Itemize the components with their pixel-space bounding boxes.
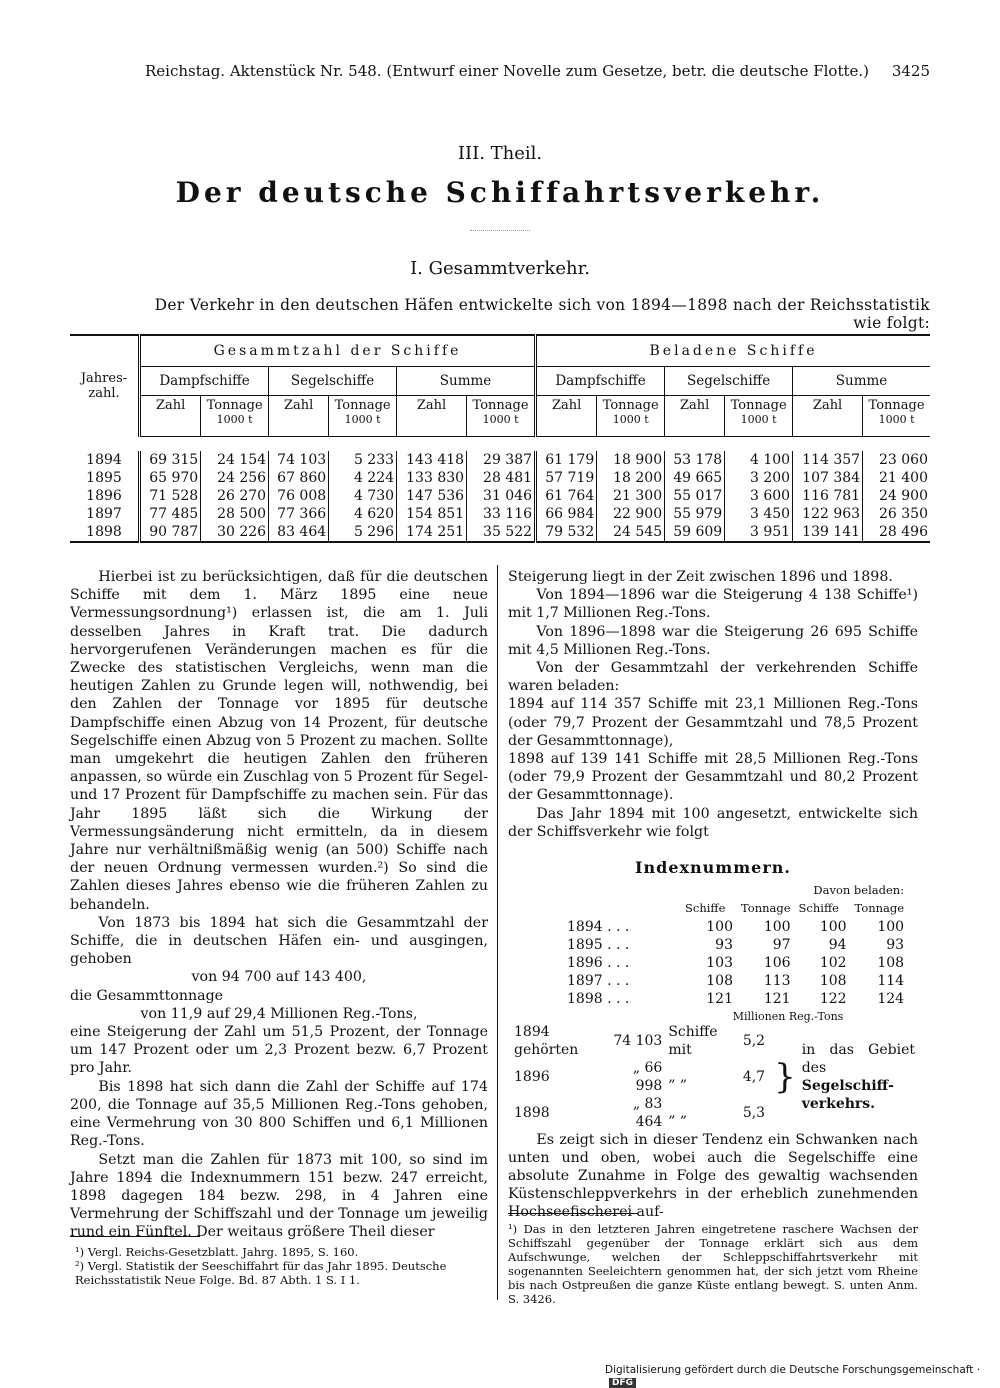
index-cell: 100 <box>706 918 733 935</box>
intro-text: Der Verkehr in den deutschen Häfen entwickelte sich von 1894—1898 nach der Reichsstatistik wie folgt: <box>154 296 930 332</box>
page-header <box>145 62 930 80</box>
index-cell: 122 <box>819 991 847 1008</box>
index-cell: 103 <box>706 955 733 972</box>
table-cell: 74 103 <box>269 451 329 469</box>
table-cell: 23 060 <box>863 451 930 469</box>
part-title: III. Theil. <box>457 143 543 164</box>
unit-label: 1000 t <box>740 413 777 426</box>
table-cell: 174 251 <box>397 523 467 542</box>
paragraph: Das Jahr 1894 mit 100 angesetzt, entwickelte sich der Schiffsverkehr wie folgt <box>508 805 918 840</box>
table-cell: 107 384 <box>793 469 863 487</box>
table-cell: 65 970 <box>140 469 201 487</box>
table-cell: 53 178 <box>665 451 725 469</box>
tonnage-label: Tonnage <box>730 398 787 413</box>
table-cell: 24 545 <box>597 523 665 542</box>
table-cell: 24 154 <box>201 451 269 469</box>
table-cell: 5 296 <box>329 523 397 542</box>
index-cell: 108 <box>819 973 847 990</box>
table-cell: 3 450 <box>725 505 793 523</box>
millions-label: Millionen Reg.-Tons <box>732 1009 844 1023</box>
table-row <box>70 469 930 487</box>
table-cell: 61 179 <box>536 451 597 469</box>
table-cell: 29 387 <box>467 451 536 469</box>
index-table <box>563 881 908 1008</box>
footnote: ²) Vergl. Statistik der Seeschiffahrt für das Jahr 1895. Deutsche Reichsstatistik Neue Folge. Bd. 87 Abth. 1 S. I 1. <box>75 1259 447 1287</box>
table-cell: 35 522 <box>467 523 536 542</box>
table-cell: 4 620 <box>329 505 397 523</box>
year-cell: 1896 <box>86 488 122 504</box>
index-cell: 102 <box>819 955 847 972</box>
table-cell: 3 951 <box>725 523 793 542</box>
paragraph: Von 1894—1896 war die Steigerung 4 138 Schiffe¹) mit 1,7 Millionen Reg.-Tons. <box>508 587 918 622</box>
paragraph: eine Steigerung der Zahl um 51,5 Prozent, der Tonnage um 147 Prozent oder um 2,3 Prozent bezw. 6,7 Prozent pro Jahr. <box>70 1024 488 1077</box>
index-cell: 124 <box>877 991 905 1008</box>
segel-row <box>511 1023 768 1059</box>
column-header-tonnage <box>863 396 930 437</box>
table-cell: 26 350 <box>863 505 930 523</box>
segel-cell: 5,2 <box>742 1032 766 1049</box>
table-cell: 133 830 <box>397 469 467 487</box>
segel-note: Segelschiff- <box>801 1077 894 1094</box>
table-cell: 143 418 <box>397 451 467 469</box>
segel-block <box>508 1011 918 1131</box>
segel-note: verkehrs. <box>801 1095 876 1112</box>
column-header-tonnage <box>725 396 793 437</box>
column-header-zahl: Zahl <box>665 396 725 437</box>
paragraph: Es zeigt sich in dieser Tendenz ein Schwanken nach unten und oben, wobei auch die Segelschiffe eine absolute Zunahme in Folge des gewaltig wachsenden Küstenschleppverkehrs in der erheblich zunehmenden Hochseefischerei auf- <box>508 1131 918 1221</box>
sub-header: Segelschiffe <box>665 367 793 396</box>
table-cell: 55 979 <box>665 505 725 523</box>
footnotes-left <box>75 1245 488 1287</box>
paragraph: Hierbei ist zu berücksichtigen, daß für die deutschen Schiffe mit dem 1. März 1895 eine neue Vermessungsordnung¹) erlassen ist, die am 1. Juli desselben Jahres in Kraft trat. Die dadurch hervorgerufenen Veränderungen machen es für die Zwecke des statistischen Vergleichs, wenn man die heutigen Zahlen zu Grunde legen will, nothwendig, bei den Zahlen der Tonnage vor 1895 für deutsche Dampfschiffe einen Abzug von 14 Prozent, für deutsche Segelschiffe einen Abzug von 5 Prozent zu machen. Sollte man umgekehrt die heutigen Zahlen den früheren anpassen, so würde ein Zuschlag von 5 Prozent für Segel- und 17 Prozent für Dampfschiffe zu machen sein. Für das Jahr 1895 läßt sich die Wirkung der Vermessungsänderung nicht ermitteln, da in diesem Jahre nur verhältnißmäßig wenig (an 500) Schiffe nach der neuen Ordnung vermessen wurden.²) So sind die Zahlen dieses Jahres ebenso wie die früheren Zahlen zu behandeln. <box>70 569 488 913</box>
segel-cell: Schiffe mit <box>668 1023 718 1058</box>
index-cell: 108 <box>706 973 733 990</box>
index-cell: 100 <box>819 918 847 935</box>
sub-header: Summe <box>793 367 930 396</box>
segel-cell: 5,3 <box>742 1104 766 1121</box>
paragraph: Von der Gesammtzahl der verkehrenden Schiffe waren beladen: <box>508 660 918 695</box>
table-row <box>70 523 930 542</box>
table-row <box>70 487 930 505</box>
column-header-zahl: Zahl <box>140 396 201 437</box>
unit-label: 1000 t <box>482 413 519 426</box>
table-cell: 24 256 <box>201 469 269 487</box>
main-title: Der deutsche Schiffahrtsverkehr. <box>175 176 825 209</box>
index-title: Indexnummern. <box>635 858 791 878</box>
table-cell: 28 481 <box>467 469 536 487</box>
footnote-rule <box>508 1213 638 1214</box>
table-cell: 77 485 <box>140 505 201 523</box>
brace-glyph: } <box>774 1056 796 1097</box>
table-cell: 55 017 <box>665 487 725 505</box>
index-cell: 121 <box>706 991 733 1008</box>
segel-cell: „ 66 998 <box>632 1059 663 1094</box>
index-cell: 121 <box>763 991 791 1008</box>
index-year: 1896 . . . <box>567 955 630 972</box>
tonnage-label: Tonnage <box>602 398 659 413</box>
paragraph: 1894 auf 114 357 Schiffe mit 23,1 Millionen Reg.-Tons (oder 79,7 Prozent der Gesammtzahl und 78,5 Prozent der Gesammttonnage), <box>508 696 918 749</box>
index-cell: 113 <box>763 973 791 990</box>
index-year: 1894 . . . <box>567 918 630 935</box>
unit-label: 1000 t <box>878 413 915 426</box>
table-cell: 139 141 <box>793 523 863 542</box>
table-cell: 18 200 <box>597 469 665 487</box>
sub-header: Summe <box>397 367 536 396</box>
table-cell: 90 787 <box>140 523 201 542</box>
index-cell: 93 <box>715 936 733 953</box>
index-cell: 94 <box>828 936 847 953</box>
table-cell: 28 500 <box>201 505 269 523</box>
group-header-total: Gesammtzahl der Schiffe <box>140 335 536 367</box>
footnotes-right <box>508 1222 918 1306</box>
table-cell: 4 224 <box>329 469 397 487</box>
index-cell: 106 <box>763 955 791 972</box>
table-cell: 3 200 <box>725 469 793 487</box>
segel-row <box>511 1095 768 1131</box>
column-header-tonnage <box>201 396 269 437</box>
index-cell: 100 <box>877 918 905 935</box>
table-cell: 83 464 <box>269 523 329 542</box>
index-column-header: Tonnage <box>854 901 905 916</box>
tonnage-label: Tonnage <box>334 398 391 413</box>
column-header-tonnage <box>329 396 397 437</box>
segel-note: in das Gebiet des <box>801 1041 915 1076</box>
left-column <box>70 568 488 1242</box>
column-header-tonnage <box>597 396 665 437</box>
table-cell: 18 900 <box>597 451 665 469</box>
table-cell: 21 400 <box>863 469 930 487</box>
table-cell: 22 900 <box>597 505 665 523</box>
paragraph: Setzt man die Zahlen für 1873 mit 100, so sind im Jahre 1894 die Indexnummern 151 bezw. 247 erreicht, 1898 dagegen 184 bezw. 298, in 4 Jahren eine Vermehrung der Schiffszahl und der Tonnage um jeweilig rund ein Fünftel. Der weitaus größere Theil dieser <box>70 1151 488 1241</box>
footnote: ¹) Das in den letzteren Jahren eingetretene raschere Wachsen der Schiffszahl gegenüber der Tonnage erklärt sich aus dem Aufschwunge, welchen der Schleppschiffahrtsverkehr mit sogenannten Seeleichtern genommen hat, der sich jetzt vom Rheine bis nach Ostpreußen die ganze Küste entlang bewegt. S. unten Anm. S. 3426. <box>508 1222 918 1306</box>
table-cell: 26 270 <box>201 487 269 505</box>
table-cell: 116 781 <box>793 487 863 505</box>
unit-label: 1000 t <box>612 413 649 426</box>
index-row <box>563 918 908 936</box>
year-cell: 1897 <box>86 506 122 522</box>
page-number: 3425 <box>891 62 930 80</box>
segel-row <box>511 1059 768 1095</box>
table-cell: 28 496 <box>863 523 930 542</box>
table-cell: 114 357 <box>793 451 863 469</box>
paragraph: Von 1873 bis 1894 hat sich die Gesammtzahl der Schiffe, die in deutschen Häfen ein- und ausgingen, gehoben <box>70 914 488 968</box>
tonnage-label: Tonnage <box>868 398 925 413</box>
year-column-header: Jahres-zahl. <box>80 371 128 402</box>
paragraph: Bis 1898 hat sich dann die Zahl der Schiffe auf 174 200, die Tonnage auf 35,5 Millionen Reg.-Tons gehoben, eine Vermehrung von 30 800 Schiffen und 6,1 Millionen Reg.-Tons. <box>70 1078 488 1150</box>
segel-cell: 1894 gehörten <box>514 1023 579 1058</box>
index-year: 1895 . . . <box>567 936 630 953</box>
sub-header: Segelschiffe <box>269 367 397 396</box>
segel-cell: 1896 <box>514 1068 550 1085</box>
table-cell: 30 226 <box>201 523 269 542</box>
tonnage-label: Tonnage <box>206 398 263 413</box>
paragraph: Steigerung liegt in der Zeit zwischen 1896 und 1898. <box>508 569 893 585</box>
index-year: 1897 . . . <box>567 973 630 990</box>
index-row <box>563 990 908 1008</box>
traffic-table <box>70 334 930 543</box>
table-cell: 4 730 <box>329 487 397 505</box>
paragraph: Von 1896—1898 war die Steigerung 26 695 Schiffe mit 4,5 Millionen Reg.-Tons. <box>508 623 918 658</box>
column-header-zahl: Zahl <box>536 396 597 437</box>
index-cell: 108 <box>877 955 905 972</box>
table-cell: 33 116 <box>467 505 536 523</box>
unit-label: 1000 t <box>344 413 381 426</box>
table-cell: 79 532 <box>536 523 597 542</box>
table-cell: 61 764 <box>536 487 597 505</box>
index-row <box>563 936 908 954</box>
dfg-logo: DFG <box>609 1378 636 1388</box>
header-title: Reichstag. Aktenstück Nr. 548. (Entwurf einer Novelle zum Gesetze, betr. die deutsche Flotte.) <box>145 62 869 80</box>
paragraph: von 11,9 auf 29,4 Millionen Reg.-Tons, <box>140 1005 418 1022</box>
segel-cell: 74 103 <box>613 1032 663 1049</box>
year-cell: 1894 <box>86 452 122 468</box>
table-cell: 57 719 <box>536 469 597 487</box>
table-cell: 69 315 <box>140 451 201 469</box>
table-cell: 122 963 <box>793 505 863 523</box>
column-divider <box>497 565 498 1300</box>
index-row <box>563 954 908 972</box>
segel-cell: „ 83 464 <box>632 1095 663 1130</box>
footnote: ¹) Vergl. Reichs-Gesetzblatt. Jahrg. 1895, S. 160. <box>75 1245 359 1259</box>
index-cell: 97 <box>772 936 791 953</box>
right-column <box>508 568 918 1222</box>
sub-header: Dampfschiffe <box>140 367 269 396</box>
section-title: I. Gesammtverkehr. <box>410 258 590 279</box>
index-cell: 100 <box>763 918 791 935</box>
table-row <box>70 451 930 469</box>
table-cell: 147 536 <box>397 487 467 505</box>
index-cell: 93 <box>886 936 905 953</box>
index-cell: 114 <box>877 973 905 990</box>
column-header-zahl: Zahl <box>397 396 467 437</box>
tonnage-label: Tonnage <box>472 398 529 413</box>
segel-cell: „ „ <box>668 1104 688 1121</box>
index-column-header: Schiffe <box>685 901 726 916</box>
segel-cell: „ „ <box>668 1068 688 1085</box>
table-cell: 24 900 <box>863 487 930 505</box>
sub-header: Dampfschiffe <box>536 367 665 396</box>
ornament-divider <box>470 230 530 231</box>
segel-cell: 1898 <box>514 1104 550 1121</box>
table-cell: 154 851 <box>397 505 467 523</box>
table-cell: 21 300 <box>597 487 665 505</box>
column-header-zahl: Zahl <box>269 396 329 437</box>
digitization-footer <box>605 1364 1000 1388</box>
footer-text: Digitalisierung gefördert durch die Deutsche Forschungsgemeinschaft · <box>605 1364 981 1376</box>
table-cell: 49 665 <box>665 469 725 487</box>
group-header-loaded: Beladene Schiffe <box>536 335 930 367</box>
year-cell: 1895 <box>86 470 122 486</box>
table-cell: 67 860 <box>269 469 329 487</box>
table-cell: 77 366 <box>269 505 329 523</box>
table-cell: 71 528 <box>140 487 201 505</box>
table-cell: 4 100 <box>725 451 793 469</box>
column-header-zahl: Zahl <box>793 396 863 437</box>
index-year: 1898 . . . <box>567 991 630 1008</box>
paragraph: von 94 700 auf 143 400, <box>191 969 367 986</box>
table-cell: 31 046 <box>467 487 536 505</box>
column-header-tonnage <box>467 396 536 437</box>
paragraph: die Gesammttonnage <box>70 987 224 1004</box>
index-column-header: Schiffe <box>798 901 839 916</box>
segel-cell: 4,7 <box>742 1068 766 1085</box>
table-row <box>70 505 930 523</box>
table-cell: 76 008 <box>269 487 329 505</box>
table-cell: 5 233 <box>329 451 397 469</box>
table-cell: 66 984 <box>536 505 597 523</box>
unit-label: 1000 t <box>216 413 253 426</box>
index-davon-label: Davon beladen: <box>813 883 905 898</box>
year-cell: 1898 <box>70 523 140 542</box>
footnote-rule <box>70 1236 200 1237</box>
index-column-header: Tonnage <box>741 901 791 916</box>
index-row <box>563 972 908 990</box>
table-cell: 3 600 <box>725 487 793 505</box>
table-cell: 59 609 <box>665 523 725 542</box>
paragraph: 1898 auf 139 141 Schiffe mit 28,5 Millionen Reg.-Tons (oder 79,9 Prozent der Gesammtzahl und 80,2 Prozent der Gesammttonnage). <box>508 751 918 804</box>
